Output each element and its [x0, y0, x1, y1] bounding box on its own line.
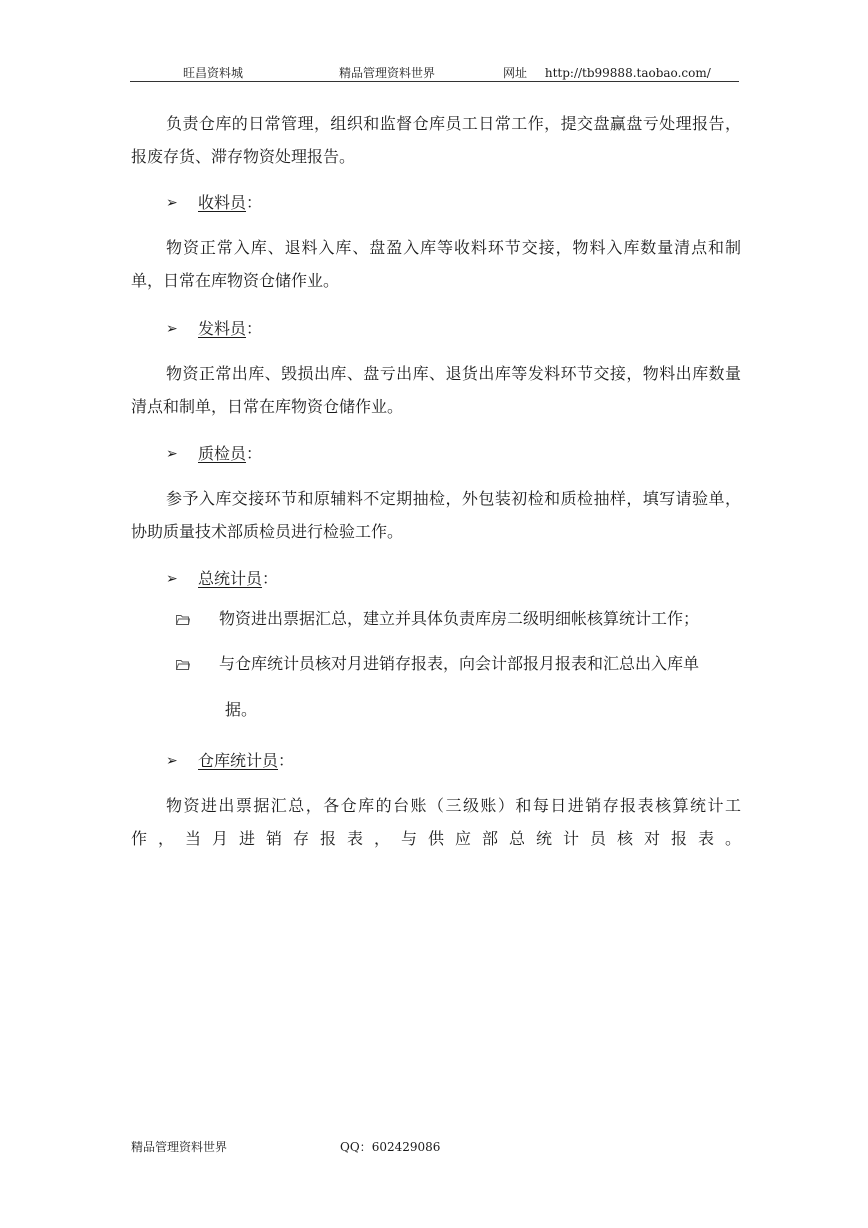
header-left-text: 旺昌资料城 — [183, 66, 244, 80]
section-title: 总统计员 — [198, 569, 263, 588]
arrow-bullet-icon: ➢ — [166, 446, 178, 462]
section-title: 仓库统计员 — [198, 751, 279, 770]
bullet-item-continuation: 据。 — [225, 700, 258, 719]
section-body-issuing: 物资正常出库、毁损出库、盘亏出库、退货出库等发料环节交接，物料出库数量清点和制单，日常在库物资仓储作业。 — [131, 364, 741, 416]
header-divider — [130, 81, 739, 82]
section-body-receiving: 物资正常入库、退料入库、盘盈入库等收料环节交接，物料入库数量清点和制单，日常在库物资仓储作业。 — [131, 238, 741, 290]
section-heading-chief-statistician — [198, 567, 278, 591]
intro-paragraph: 负责仓库的日常管理，组织和监督仓库员工日常工作，提交盘赢盘亏处理报告，报废存货、滞存物资处理报告。 — [131, 114, 741, 166]
header-center-text: 精品管理资料世界 — [339, 66, 436, 80]
bullet-item: 与仓库统计员核对月进销存报表，向会计部报月报表和汇总出入库单 — [219, 654, 700, 673]
arrow-bullet-icon: ➢ — [166, 571, 178, 587]
arrow-bullet-icon: ➢ — [166, 195, 178, 211]
header-website-url[interactable]: http://tb99888.taobao.com/ — [544, 66, 711, 80]
footer-qq-label: QQ： — [340, 1140, 372, 1154]
section-body-line2: 作，当月进销存报表，与供应部总统计员核对报表。 — [131, 829, 741, 848]
footer-qq-number: 602429086 — [371, 1140, 441, 1154]
section-colon: ： — [246, 444, 263, 463]
section-heading-warehouse-statistician — [198, 749, 294, 773]
arrow-bullet-icon: ➢ — [166, 321, 178, 337]
folder-icon — [176, 614, 190, 625]
section-colon: ： — [278, 751, 295, 770]
header-website-label: 网址 — [503, 66, 528, 80]
section-body-line1: 物资进出票据汇总，各仓库的台账（三级账）和每日进销存报表核算统计工 — [166, 796, 741, 815]
section-heading-issuing — [198, 317, 262, 341]
arrow-bullet-icon: ➢ — [166, 753, 178, 769]
folder-icon — [176, 659, 190, 670]
section-colon: ： — [262, 569, 279, 588]
bullet-item: 物资进出票据汇总，建立并具体负责库房二级明细帐核算统计工作； — [219, 609, 700, 628]
section-heading-inspection — [198, 442, 262, 466]
footer-left-text: 精品管理资料世界 — [131, 1140, 228, 1154]
header-website — [503, 64, 711, 81]
section-title: 质检员 — [198, 444, 247, 463]
section-body-inspection: 参予入库交接环节和原辅料不定期抽检，外包装初检和质检抽样，填写请验单，协助质量技术部质检员进行检验工作。 — [131, 489, 741, 541]
section-colon: ： — [246, 193, 263, 212]
section-colon: ： — [246, 319, 263, 338]
section-heading-receiving — [198, 191, 262, 215]
section-title: 发料员 — [198, 319, 247, 338]
section-title: 收料员 — [198, 193, 247, 212]
footer-qq — [340, 1138, 440, 1155]
